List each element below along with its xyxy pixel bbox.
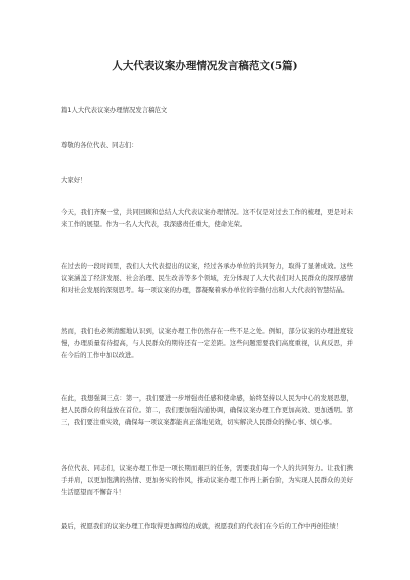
salutation: 大家好！ — [61, 176, 87, 184]
paragraph-3: 然而，我们也必须清醒地认识到，议案办理工作仍然存在一些不足之处。例如，部分议案的办理进度较慢，办理质量有待提高，与人民群众的期待还有一定差距。这些问题需要我们高度重视，认真反思，并在今后的工作中加以改进。 — [61, 327, 353, 360]
greeting: 尊敬的各位代表、同志们： — [61, 141, 138, 149]
paragraph-5: 各位代表、同志们，议案办理工作是一项长期而艰巨的任务，需要我们每一个人的共同努力。让我们携手并肩，以更加饱满的热情、更加务实的作风，推动议案办理工作再上新台阶，为实现人民群众的美好生活愿望而不懈奋斗！ — [61, 464, 353, 497]
paragraph-1: 今天，我们齐聚一堂，共同回顾和总结人大代表议案办理情况。这不仅是对过去工作的梳理，更是对未来工作的展望。作为一名人大代表，我深感责任重大，使命光荣。 — [61, 208, 353, 229]
paragraph-2: 在过去的一段时间里，我们人大代表提出的议案，经过各承办单位的共同努力，取得了显著成效。这些议案涵盖了经济发展、社会治理、民生改善等多个领域，充分体现了人大代表们对人民群众的深厚感情和对社会发展的深刻思考。每一项议案的办理，都凝聚着承办单位的辛勤付出和人大代表的智慧结晶。 — [61, 262, 353, 295]
document-title: 人大代表议案办理情况发言稿范文(5篇) — [112, 60, 298, 72]
paragraph-6: 最后，祝愿我们的议案办理工作取得更加辉煌的成就，祝愿我们的代表们在今后的工作中再创佳绩！ — [61, 522, 343, 530]
paragraph-4: 在此，我想强调三点：第一，我们要进一步增强责任感和使命感，始终坚持以人民为中心的发展思想，把人民群众的利益放在首位。第二，我们要加强沟通协调，确保议案办理工作更加高效、更加透明。第三，我们要注重实效，确保每一项议案都能真正落地见效，切实解决人民群众的操心事、烦心事。 — [61, 394, 353, 427]
section-heading: 篇1人大代表议案办理情况发言稿范文 — [61, 106, 168, 114]
